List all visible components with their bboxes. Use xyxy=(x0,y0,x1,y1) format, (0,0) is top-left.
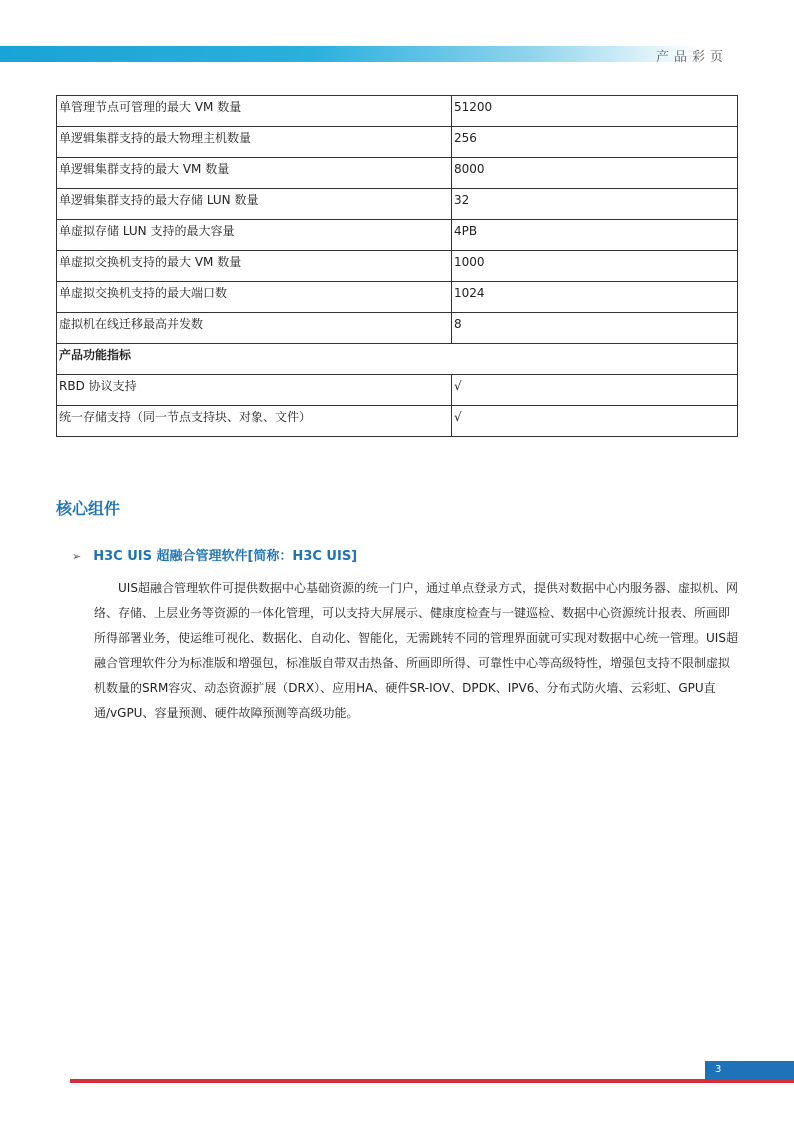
table-row xyxy=(57,375,738,406)
spec-name: 单虚拟交换机支持的最大端口数 xyxy=(57,282,452,313)
table-row xyxy=(57,313,738,344)
feature-value: √ xyxy=(452,375,738,406)
table-row xyxy=(57,127,738,158)
table-row xyxy=(57,251,738,282)
table-section-title: 产品功能指标 xyxy=(57,344,738,375)
spec-name: 单逻辑集群支持的最大 VM 数量 xyxy=(57,158,452,189)
spec-table xyxy=(56,95,738,437)
spec-name: 虚拟机在线迁移最高并发数 xyxy=(57,313,452,344)
spec-value: 256 xyxy=(452,127,738,158)
spec-value: 32 xyxy=(452,189,738,220)
feature-name: 统一存储支持（同一节点支持块、对象、文件） xyxy=(57,406,452,437)
footer-line xyxy=(70,1079,794,1083)
sub-heading xyxy=(72,545,357,564)
spec-name: 单逻辑集群支持的最大存储 LUN 数量 xyxy=(57,189,452,220)
spec-value: 8 xyxy=(452,313,738,344)
table-row xyxy=(57,189,738,220)
feature-name: RBD 协议支持 xyxy=(57,375,452,406)
arrow-bullet-icon: ➢ xyxy=(72,550,82,563)
spec-name: 单虚拟存储 LUN 支持的最大容量 xyxy=(57,220,452,251)
feature-value: √ xyxy=(452,406,738,437)
table-row xyxy=(57,406,738,437)
spec-value: 1024 xyxy=(452,282,738,313)
table-section-row xyxy=(57,344,738,375)
page-number: 3 xyxy=(705,1061,794,1079)
table-row xyxy=(57,282,738,313)
spec-value: 4PB xyxy=(452,220,738,251)
header-label: 产品彩页 xyxy=(655,50,728,65)
spec-value: 51200 xyxy=(452,96,738,127)
header-color-bar xyxy=(0,46,700,62)
sub-heading-text: H3C UIS 超融合管理软件[简称：H3C UIS] xyxy=(93,549,358,564)
section-title: 核心组件 xyxy=(56,499,121,518)
table-row xyxy=(57,158,738,189)
spec-name: 单管理节点可管理的最大 VM 数量 xyxy=(57,96,452,127)
spec-value: 8000 xyxy=(452,158,738,189)
table-row xyxy=(57,96,738,127)
spec-value: 1000 xyxy=(452,251,738,282)
body-paragraph: UIS超融合管理软件可提供数据中心基础资源的统一门户，通过单点登录方式，提供对数据中心内服务器、虚拟机、网络、存储、上层业务等资源的一体化管理，可以支持大屏展示、健康度检查与一键巡检、数据中心资源统计报表、所画即所得部署业务，使运维可视化、数据化、自动化、智能化，无需跳转不同的管理界面就可实现对数据中心统一管理。UIS超融合管理软件分为标准版和增强包，标准版自带双击热备、所画即所得、可靠性中心等高级特性，增强包支持不限制虚拟机数量的SRM容灾、动态资源扩展（DRX）、应用HA、硬件SR-IOV、DPDK、IPV6、分布式防火墙、云彩虹、GPU直通/vGPU、容量预测、硬件故障预测等高级功能。 xyxy=(94,581,738,720)
spec-name: 单虚拟交换机支持的最大 VM 数量 xyxy=(57,251,452,282)
table-row xyxy=(57,220,738,251)
spec-name: 单逻辑集群支持的最大物理主机数量 xyxy=(57,127,452,158)
